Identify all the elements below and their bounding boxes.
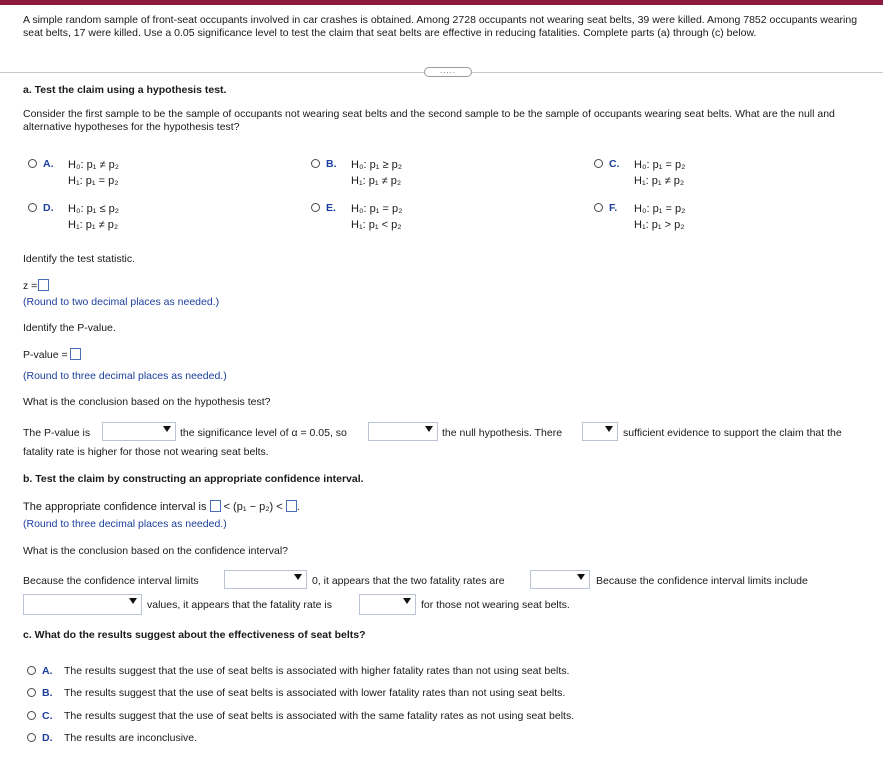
pvalue-input[interactable] (70, 348, 81, 360)
null-hypothesis: H₀: p₁ = p₂ (351, 203, 403, 215)
ci-text-4: values, it appears that the fatality rate is (147, 599, 333, 611)
conclusion-text-2: the significance level of α = 0.05, so (180, 427, 347, 439)
dropdown-arrow-icon (129, 598, 137, 604)
hypothesis-pair (351, 157, 402, 189)
null-hypothesis: H₀: p₁ ≥ p₂ (351, 159, 402, 171)
option-letter: A. (43, 158, 54, 170)
option-text: The results suggest that the use of seat belts is associated with the same fatality rates as not using seat belts. (64, 710, 575, 722)
dropdown-arrow-icon (425, 426, 433, 432)
pvalue-input-row (23, 348, 81, 361)
z-rounding-hint: (Round to two decimal places as needed.) (23, 296, 220, 308)
conclusion-text-1: The P-value is (23, 427, 91, 439)
part-c-heading: c. What do the results suggest about the effectiveness of seat belts? (23, 629, 366, 641)
dropdown-arrow-icon (163, 426, 171, 432)
evidence-dropdown[interactable] (582, 422, 618, 441)
hypothesis-pair (634, 157, 685, 189)
dropdown-arrow-icon (294, 574, 302, 580)
hypothesis-conclusion-question: What is the conclusion based on the hypothesis test? (23, 396, 271, 408)
z-input-row (23, 279, 49, 292)
ci-upper-input[interactable] (286, 500, 297, 512)
option-letter: D. (42, 732, 53, 744)
radio-button[interactable] (27, 688, 36, 697)
ci-text-3: Because the confidence interval limits include (596, 575, 808, 587)
alt-hypothesis: H₁: p₁ < p₂ (351, 219, 402, 231)
alt-hypothesis: H₁: p₁ > p₂ (634, 219, 685, 231)
ci-middle: < (p₁ − p₂) < (223, 501, 283, 513)
option-letter: C. (609, 158, 620, 170)
option-text: The results suggest that the use of seat belts is associated with lower fatality rates than not using seat belts. (64, 687, 566, 699)
ci-lower-input[interactable] (210, 500, 221, 512)
fatality-comparison-dropdown[interactable] (359, 594, 416, 615)
ci-text-2: 0, it appears that the two fatality rates are (312, 575, 505, 587)
conclusion-text-3: the null hypothesis. There (442, 427, 563, 439)
alt-hypothesis: H₁: p₁ ≠ p₂ (68, 219, 119, 231)
dropdown-arrow-icon (577, 574, 585, 580)
part-b-heading: b. Test the claim by constructing an appropriate confidence interval. (23, 473, 364, 485)
hypothesis-pair (68, 201, 119, 233)
ci-text-5: for those not wearing seat belts. (421, 599, 570, 611)
test-statistic-label: Identify the test statistic. (23, 253, 136, 265)
hypothesis-pair (68, 157, 119, 189)
radio-button[interactable] (27, 711, 36, 720)
null-hypothesis: H₀: p₁ = p₂ (634, 159, 686, 171)
option-letter: C. (42, 710, 53, 722)
radio-button[interactable] (311, 203, 320, 212)
pvalue-rounding-hint: (Round to three decimal places as needed.) (23, 370, 227, 382)
expand-more-button[interactable]: ..... (424, 67, 472, 77)
ci-text-1: Because the confidence interval limits (23, 575, 199, 587)
radio-button[interactable] (28, 159, 37, 168)
option-text: The results suggest that the use of seat belts is associated with higher fatality rates than not using seat belts. (64, 665, 570, 677)
option-letter: F. (609, 202, 618, 214)
hypothesis-pair (351, 201, 402, 233)
null-hypothesis: H₀: p₁ ≠ p₂ (68, 159, 119, 171)
null-hypothesis: H₀: p₁ = p₂ (634, 203, 686, 215)
alt-hypothesis: H₁: p₁ ≠ p₂ (634, 175, 685, 187)
option-letter: B. (326, 158, 337, 170)
radio-button[interactable] (594, 203, 603, 212)
alt-hypothesis: H₁: p₁ ≠ p₂ (351, 175, 402, 187)
dropdown-arrow-icon (403, 598, 411, 604)
ci-conclusion-question: What is the conclusion based on the confidence interval? (23, 545, 288, 557)
pvalue-input-label: P-value = (23, 349, 68, 361)
z-label: z = (23, 280, 38, 292)
radio-button[interactable] (28, 203, 37, 212)
pvalue-comparison-dropdown[interactable] (102, 422, 176, 441)
option-text: The results are inconclusive. (64, 732, 198, 744)
z-input[interactable] (38, 279, 49, 291)
ci-prefix: The appropriate confidence interval is (23, 501, 207, 513)
part-a-heading: a. Test the claim using a hypothesis test. (23, 84, 227, 96)
alt-hypothesis: H₁: p₁ = p₂ (68, 175, 119, 187)
radio-button[interactable] (27, 733, 36, 742)
ci-values-dropdown[interactable] (23, 594, 142, 615)
radio-button[interactable] (311, 159, 320, 168)
option-letter: A. (42, 665, 53, 677)
radio-button[interactable] (594, 159, 603, 168)
ci-limits-dropdown[interactable] (224, 570, 307, 589)
option-letter: B. (42, 687, 53, 699)
hypothesis-question: Consider the first sample to be the sample of occupants not wearing seat belts and the second sample to be the sample of occupants wearing seat belts. What are the null and alternative hypotheses for the hypothesis test? (23, 108, 835, 133)
problem-statement: A simple random sample of front-seat occupants involved in car crashes is obtained. Among 2728 occupants not wearing seat belts, 39 were killed. Among 7852 occupants wearing seat belts, 17 were killed. Use a 0.05 significance level to test the claim that seat belts are effective in reducing fatalities. Complete parts (a) through (c) below. (23, 14, 858, 39)
hypothesis-pair (634, 201, 685, 233)
ci-rounding-hint: (Round to three decimal places as needed.) (23, 518, 227, 530)
pvalue-label: Identify the P-value. (23, 322, 116, 334)
radio-button[interactable] (27, 666, 36, 675)
conclusion-text-5: fatality rate is higher for those not wearing seat belts. (23, 446, 269, 458)
option-letter: D. (43, 202, 54, 214)
option-letter: E. (326, 202, 336, 214)
reject-decision-dropdown[interactable] (368, 422, 438, 441)
confidence-interval-row (23, 500, 300, 513)
conclusion-text-4: sufficient evidence to support the claim that the (623, 427, 842, 439)
top-accent-bar (0, 0, 883, 5)
null-hypothesis: H₀: p₁ ≤ p₂ (68, 203, 119, 215)
dropdown-arrow-icon (605, 426, 613, 432)
fatality-rates-dropdown[interactable] (530, 570, 590, 589)
ci-end: . (296, 501, 300, 513)
